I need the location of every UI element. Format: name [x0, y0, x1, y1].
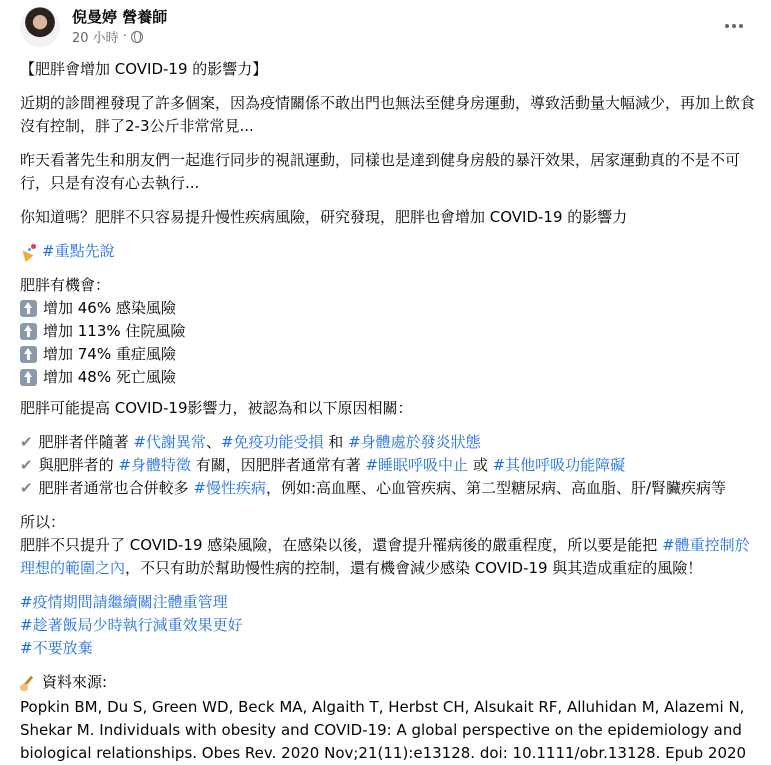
paragraph-2: 昨天看著先生和朋友們一起進行同步的視訊運動，同樣也是達到健身房般的暴汗效果，居家運動真的不是不可行，只是有沒有心去執行...	[20, 151, 741, 192]
risk-item	[20, 320, 755, 343]
risk-header: 肥胖有機會：	[20, 276, 111, 294]
key-point-line	[20, 240, 755, 263]
risk-item	[20, 343, 755, 366]
hashtag-closing-1[interactable]: #疫情期間請繼續關注體重管理	[20, 593, 228, 611]
globe-icon[interactable]	[131, 31, 143, 43]
hashtag-weight-control[interactable]: #體重控制於理想的範圍之內	[20, 536, 750, 577]
risk-text: 增加 46% 感染風險	[43, 299, 176, 317]
so-paragraph: 肥胖不只提升了 COVID-19 感染風險，在感染以後，還會提升罹病後的嚴重程度，所以要是能把 #體重控制於理想的範圍之內，不只有助於幫助慢性病的控制，還有機會減少感染 COVID-19 與其造成重症的風險！	[20, 536, 750, 577]
hashtag-key-point[interactable]: #重點先說	[42, 242, 115, 260]
paragraph-3: 你知道嗎？肥胖不只容易提升慢性疾病風險，研究發現，肥胖也會增加 COVID-19 的影響力	[20, 208, 628, 226]
more-options-icon[interactable]	[717, 12, 751, 40]
hashtag-body-features[interactable]: #身體特徵	[118, 456, 191, 474]
source-header-line	[20, 671, 755, 694]
hashtag-respiratory[interactable]: #其他呼吸功能障礙	[492, 456, 626, 474]
avatar[interactable]	[20, 7, 60, 47]
up-arrow-icon	[20, 369, 37, 386]
reason-item-2: ✔ 與肥胖者的 #身體特徵 有關，因肥胖者通常有著 #睡眠呼吸中止 或 #其他呼吸功能障礙	[20, 456, 626, 474]
post-title: 【肥胖會增加 COVID-19 的影響力】	[20, 60, 268, 78]
up-arrow-icon	[20, 323, 37, 340]
reason-header: 肥胖可能提高 COVID-19影響力，被認為和以下原因相關：	[20, 399, 413, 417]
reason-item-3: ✔ 肥胖者通常也合併較多 #慢性疾病，例如:高血壓、心血管疾病、第二型糖尿病、高血脂、肝/腎臟疾病等	[20, 479, 727, 497]
risk-text: 增加 113% 住院風險	[43, 322, 186, 340]
hashtag-closing-3[interactable]: #不要放棄	[20, 639, 93, 657]
paragraph-1: 近期的診間裡發現了許多個案，因為疫情關係不敢出門也無法至健身房運動，導致活動量大幅減少，再加上飲食沒有控制，胖了2-3公斤非常常見...	[20, 94, 756, 135]
post-header	[0, 0, 771, 58]
up-arrow-icon	[20, 300, 37, 317]
hashtag-inflammation[interactable]: #身體處於發炎狀態	[348, 433, 481, 451]
source-header: 資料來源:	[42, 673, 108, 691]
author-name[interactable]: 倪曼婷 營養師	[72, 8, 168, 26]
hashtag-sleep-apnea[interactable]: #睡眠呼吸中止	[365, 456, 469, 474]
hashtag-immune[interactable]: #免疫功能受損	[220, 433, 324, 451]
writing-hand-icon	[20, 675, 36, 691]
check-mark-icon: ✔	[20, 479, 33, 497]
hashtag-closing-2[interactable]: #趁著飯局少時執行減重效果更好	[20, 616, 243, 634]
post-time[interactable]: 20 小時	[72, 31, 119, 46]
up-arrow-icon	[20, 346, 37, 363]
meta-separator: ·	[122, 29, 127, 44]
risk-item	[20, 366, 755, 389]
risk-text: 增加 74% 重症風險	[43, 345, 176, 363]
risk-item	[20, 297, 755, 320]
reason-item-1: ✔ 肥胖者伴隨著 #代謝異常、#免疫功能受損 和 #身體處於發炎狀態	[20, 433, 481, 451]
party-popper-icon	[20, 244, 36, 260]
post-body	[0, 58, 771, 765]
post-meta	[72, 27, 143, 46]
check-mark-icon: ✔	[20, 433, 33, 451]
so-header: 所以：	[20, 513, 66, 531]
hashtag-metabolic[interactable]: #代謝異常	[133, 433, 206, 451]
risk-text: 增加 48% 死亡風險	[43, 368, 176, 386]
hashtag-chronic[interactable]: #慢性疾病	[193, 479, 266, 497]
source-citation: Popkin BM, Du S, Green WD, Beck MA, Algaith T, Herbst CH, Alsukait RF, Alluhidan M, Alazemi N, Shekar M. Individuals with obesity and COVID-19: A global perspective on the epidemiology and biological relationships. Obes Rev. 2020 Nov;21(11):e13128. doi: 10.1111/obr.13128. Epub 2020	[20, 698, 747, 762]
check-mark-icon: ✔	[20, 456, 33, 474]
